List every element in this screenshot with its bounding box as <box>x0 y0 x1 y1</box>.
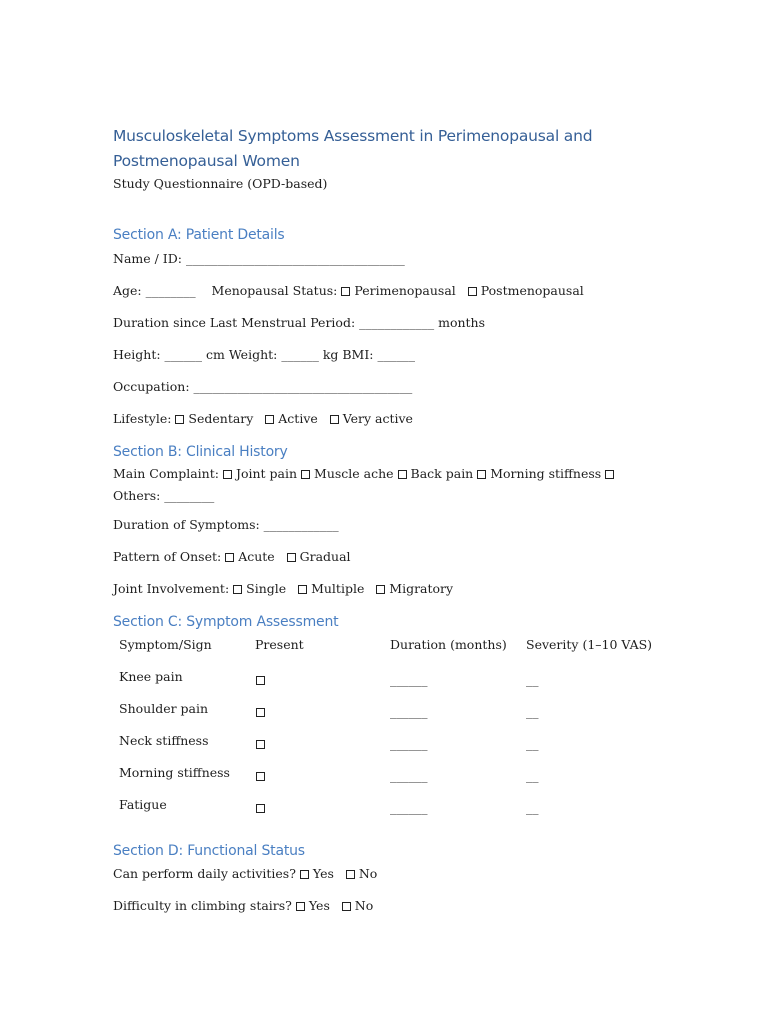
present-checkbox[interactable] <box>256 676 265 685</box>
name-id-field[interactable]: Name / ID: ___________________________________ <box>113 251 405 266</box>
present-checkbox[interactable] <box>256 708 265 717</box>
section-a-heading: Section A: Patient Details <box>113 227 285 243</box>
daily-activities-no-checkbox[interactable] <box>346 870 355 879</box>
daily-activities-row <box>113 866 377 881</box>
daily-activities-yes-checkbox[interactable] <box>300 870 309 879</box>
table-header-severity: Severity (1–10 VAS) <box>526 637 653 652</box>
symptom-duration-field[interactable]: Duration of Symptoms: ____________ <box>113 517 339 532</box>
multiple-label: Multiple <box>311 581 365 596</box>
main-complaint-row <box>113 463 658 507</box>
daily-activities-label: Can perform daily activities? <box>113 866 296 881</box>
joint-pain-label: Joint pain <box>235 466 298 481</box>
symptom-name: Knee pain <box>119 669 183 684</box>
gradual-checkbox[interactable] <box>287 553 296 562</box>
document-subtitle: Study Questionnaire (OPD-based) <box>113 176 328 191</box>
duration-field[interactable]: ______ <box>390 800 428 815</box>
duration-field[interactable]: ______ <box>390 768 428 783</box>
morning-stiffness-label: Morning stiffness <box>490 466 602 481</box>
height-weight-bmi-field[interactable]: Height: ______ cm Weight: ______ kg BMI: ______ <box>113 347 415 362</box>
joint-involvement-label: Joint Involvement: <box>113 581 230 596</box>
age-field[interactable]: Age: ________ <box>113 283 196 298</box>
no-label: No <box>358 866 378 881</box>
climbing-stairs-yes-checkbox[interactable] <box>296 902 305 911</box>
perimenopausal-label: Perimenopausal <box>354 283 456 298</box>
severity-field[interactable]: __ <box>526 736 539 751</box>
table-header-present: Present <box>255 637 304 652</box>
document-title: Musculoskeletal Symptoms Assessment in Perimenopausal and Postmenopausal Women <box>113 127 593 170</box>
climbing-stairs-label: Difficulty in climbing stairs? <box>113 898 292 913</box>
section-d-heading: Section D: Functional Status <box>113 843 305 859</box>
present-checkbox[interactable] <box>256 804 265 813</box>
onset-row <box>113 549 351 564</box>
climbing-stairs-row <box>113 898 373 913</box>
migratory-checkbox[interactable] <box>376 585 385 594</box>
symptom-name: Fatigue <box>119 797 167 812</box>
onset-label: Pattern of Onset: <box>113 549 222 564</box>
symptom-name: Neck stiffness <box>119 733 209 748</box>
symptom-name: Shoulder pain <box>119 701 209 716</box>
main-complaint-label: Main Complaint: <box>113 466 219 481</box>
active-checkbox[interactable] <box>265 415 274 424</box>
very-active-label: Very active <box>342 411 413 426</box>
severity-field[interactable]: __ <box>526 800 539 815</box>
migratory-label: Migratory <box>389 581 454 596</box>
table-header-duration: Duration (months) <box>390 637 507 652</box>
multiple-checkbox[interactable] <box>298 585 307 594</box>
yes-label: Yes <box>308 898 330 913</box>
single-checkbox[interactable] <box>233 585 242 594</box>
duration-field[interactable]: ______ <box>390 704 428 719</box>
single-label: Single <box>246 581 287 596</box>
duration-field[interactable]: ______ <box>390 736 428 751</box>
sedentary-label: Sedentary <box>188 411 254 426</box>
occupation-field[interactable]: Occupation: ___________________________________ <box>113 379 413 394</box>
severity-field[interactable]: __ <box>526 768 539 783</box>
back-pain-checkbox[interactable] <box>398 470 407 479</box>
section-b-heading: Section B: Clinical History <box>113 444 288 460</box>
age-menopause-row <box>113 283 584 298</box>
lifestyle-label: Lifestyle: <box>113 411 172 426</box>
symptom-name: Morning stiffness <box>119 765 230 780</box>
joint-pain-checkbox[interactable] <box>223 470 232 479</box>
joint-involvement-row <box>113 581 453 596</box>
lifestyle-row <box>113 411 413 426</box>
present-checkbox[interactable] <box>256 772 265 781</box>
gradual-label: Gradual <box>299 549 351 564</box>
present-checkbox[interactable] <box>256 740 265 749</box>
menopausal-status-label: Menopausal Status: <box>211 283 338 298</box>
active-label: Active <box>278 411 318 426</box>
back-pain-label: Back pain <box>410 466 474 481</box>
section-c-heading: Section C: Symptom Assessment <box>113 614 339 630</box>
acute-checkbox[interactable] <box>225 553 234 562</box>
morning-stiffness-checkbox[interactable] <box>477 470 486 479</box>
duration-field[interactable]: ______ <box>390 672 428 687</box>
yes-label: Yes <box>312 866 334 881</box>
muscle-ache-checkbox[interactable] <box>301 470 310 479</box>
others-checkbox[interactable] <box>605 470 614 479</box>
severity-field[interactable]: __ <box>526 672 539 687</box>
sedentary-checkbox[interactable] <box>175 415 184 424</box>
severity-field[interactable]: __ <box>526 704 539 719</box>
lmp-duration-field[interactable]: Duration since Last Menstrual Period: ____________ months <box>113 315 486 330</box>
no-label: No <box>354 898 374 913</box>
very-active-checkbox[interactable] <box>330 415 339 424</box>
muscle-ache-label: Muscle ache <box>314 466 394 481</box>
others-field[interactable]: Others: ________ <box>113 488 215 503</box>
table-header-symptom: Symptom/Sign <box>119 637 212 652</box>
climbing-stairs-no-checkbox[interactable] <box>342 902 351 911</box>
perimenopausal-checkbox[interactable] <box>341 287 350 296</box>
postmenopausal-label: Postmenopausal <box>480 283 584 298</box>
postmenopausal-checkbox[interactable] <box>468 287 477 296</box>
acute-label: Acute <box>238 549 275 564</box>
